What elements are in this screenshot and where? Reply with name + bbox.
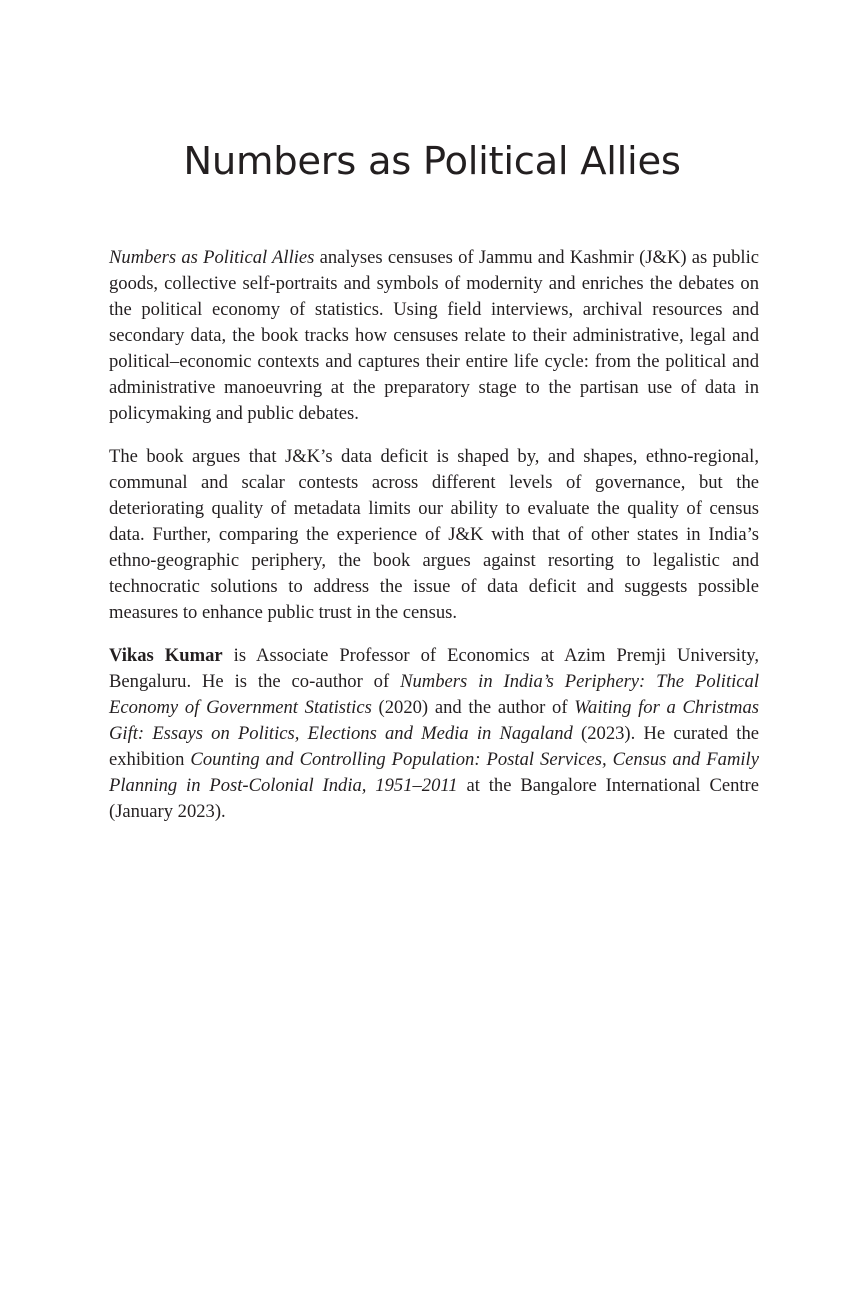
authored-book-title: Waiting for a Christmas Gift: Essays on Politics, Elections and Media in Nagaland xyxy=(109,697,759,744)
description-body xyxy=(109,245,759,842)
description-paragraph-2 xyxy=(109,444,759,626)
author-bio-text-3: (2023). He curated the exhibition xyxy=(109,723,759,770)
page-title: Numbers as Political Allies xyxy=(183,139,681,184)
author-bio-text-2: (2020) and the author of xyxy=(371,697,575,718)
book-title-inline: Numbers as Political Allies xyxy=(109,247,315,268)
coauthored-book-title: Numbers in India’s Periphery: The Political Economy of Government Statistics xyxy=(109,671,759,718)
author-bio-paragraph xyxy=(109,643,759,825)
paragraph-1-text: analyses censuses of Jammu and Kashmir (J&K) as public goods, collective self-portraits and symbols of modernity and enriches the debates on the political economy of statistics. Using field interviews, archival resources and secondary data, the book tracks how censuses relate to their administrative, legal and political–economic contexts and captures their entire life cycle: from the political and administrative manoeuvring at the preparatory stage to the partisan use of data in policymaking and public debates. xyxy=(109,247,759,424)
description-paragraph-1 xyxy=(109,245,759,427)
paragraph-2-text: The book argues that J&K’s data deficit is shaped by, and shapes, ethno-regional, communal and scalar contests across different levels of governance, but the deteriorating quality of metadata limits our ability to evaluate the quality of census data. Further, comparing the experience of J&K with that of other states in India’s ethno-geographic periphery, the book argues against resorting to legalistic and technocratic solutions to address the issue of data deficit and suggests possible measures to enhance public trust in the census. xyxy=(109,446,759,623)
author-bio-text-4: at the Bangalore International Centre (January 2023). xyxy=(109,775,760,822)
author-name: Vikas Kumar xyxy=(109,645,223,666)
exhibition-title: Counting and Controlling Population: Postal Services, Census and Family Planning in Post-Colonial India, 1951–2011 xyxy=(109,749,759,796)
author-bio-text-1: is Associate Professor of Economics at Azim Premji University, Bengaluru. He is the co-author of xyxy=(109,645,759,692)
